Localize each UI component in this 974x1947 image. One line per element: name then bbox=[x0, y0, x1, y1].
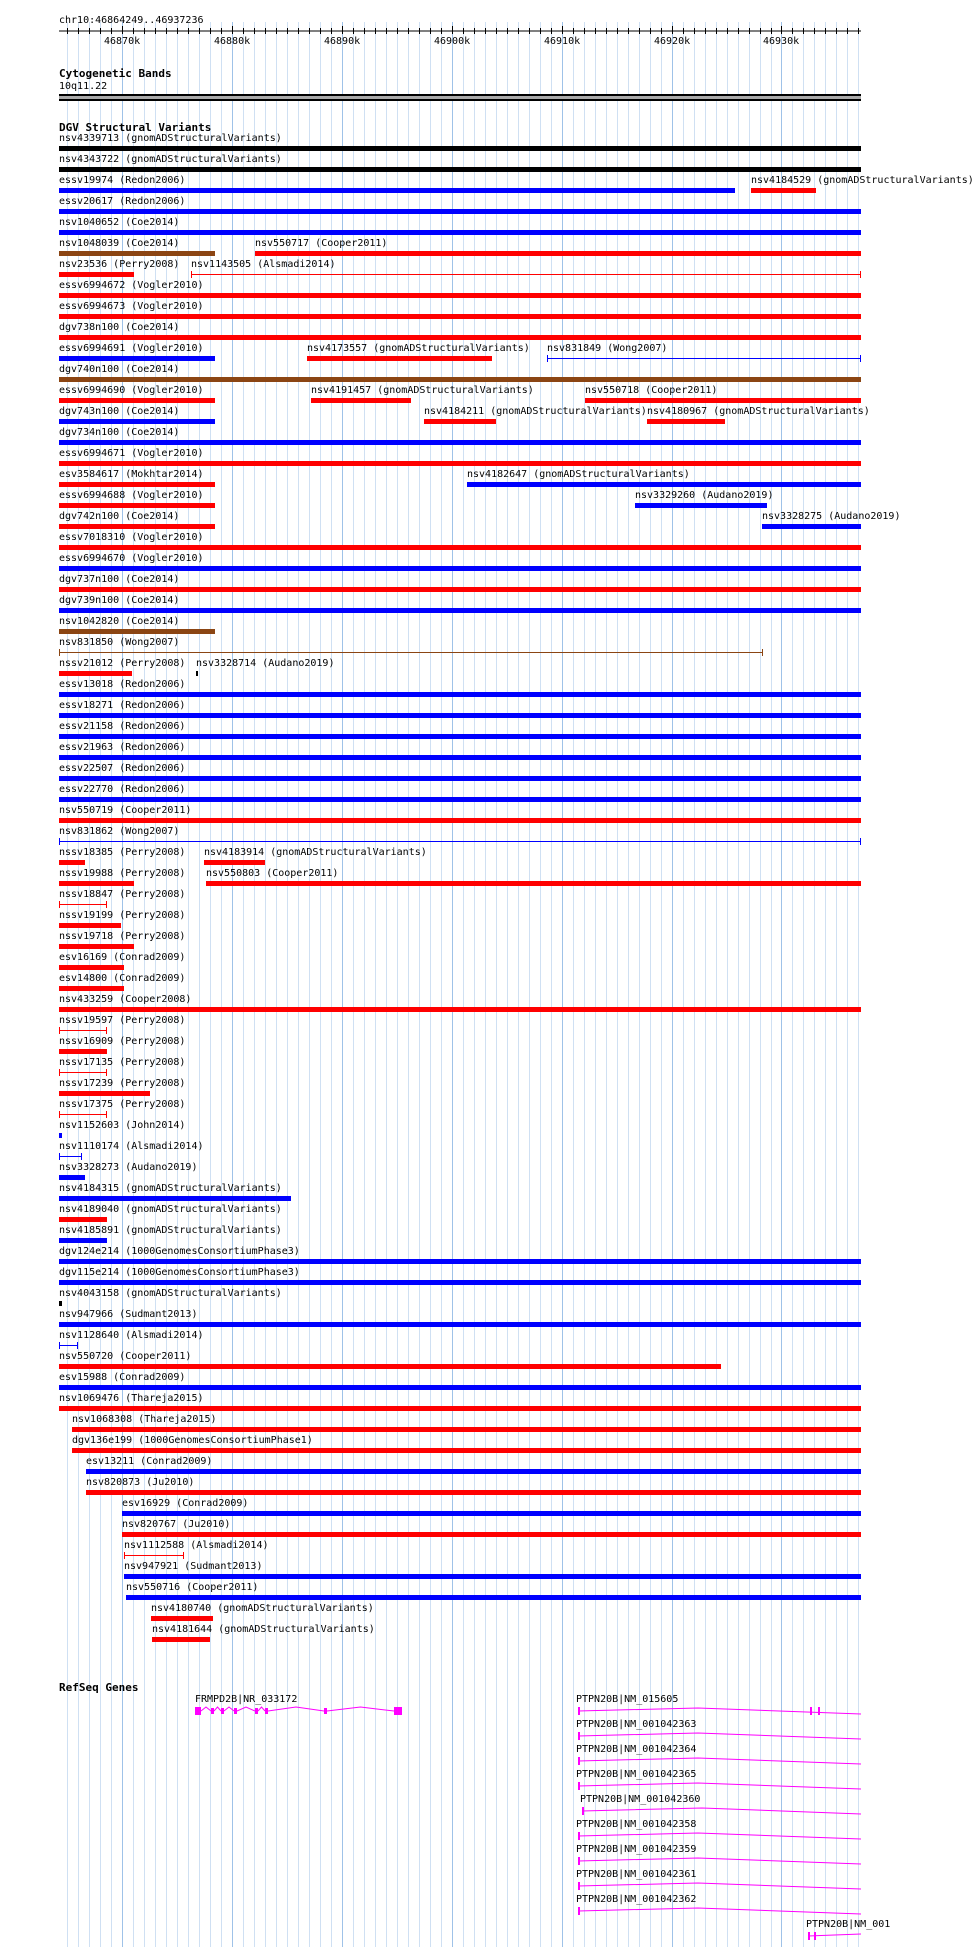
gene-exon[interactable] bbox=[818, 1707, 820, 1715]
gene-intron bbox=[578, 1858, 861, 1864]
variant-label[interactable]: essv6994690 (Vogler2010) bbox=[59, 385, 204, 396]
gene-exon[interactable] bbox=[221, 1708, 224, 1714]
variant-label[interactable]: esv14800 (Conrad2009) bbox=[59, 973, 186, 984]
gene-intron bbox=[578, 1833, 861, 1839]
variant-label[interactable]: nsv4180740 (gnomADStructuralVariants) bbox=[151, 1603, 374, 1614]
variant-label[interactable]: nsv1143505 (Alsmadi2014) bbox=[191, 259, 336, 270]
gene-label[interactable]: PTPN20B|NM_001042359 bbox=[576, 1844, 697, 1855]
gene-label[interactable]: PTPN20B|NM_001042361 bbox=[576, 1869, 697, 1880]
variant-label[interactable]: dgv737n100 (Coe2014) bbox=[59, 574, 180, 585]
ruler-tick-label: 46930k bbox=[763, 36, 800, 47]
gene-exon[interactable] bbox=[582, 1807, 584, 1815]
variant-label[interactable]: nsv550803 (Cooper2011) bbox=[206, 868, 339, 879]
variant-label[interactable]: nsv550716 (Cooper2011) bbox=[126, 1582, 259, 1593]
variant-label[interactable]: esv16169 (Conrad2009) bbox=[59, 952, 186, 963]
ruler-tick-label: 46920k bbox=[654, 36, 691, 47]
variant-label[interactable]: nsv23536 (Perry2008) bbox=[59, 259, 180, 270]
variant-label[interactable]: nsv4183914 (gnomADStructuralVariants) bbox=[204, 847, 427, 858]
variant-label[interactable]: nsv550719 (Cooper2011) bbox=[59, 805, 192, 816]
variant-label[interactable]: essv6994673 (Vogler2010) bbox=[59, 301, 204, 312]
variant-label[interactable]: nsv3329260 (Audano2019) bbox=[635, 490, 774, 501]
variant-label[interactable]: essv21963 (Redon2006) bbox=[59, 742, 186, 753]
variant-label[interactable]: essv22770 (Redon2006) bbox=[59, 784, 186, 795]
gene-exon[interactable] bbox=[211, 1708, 214, 1714]
variant-label[interactable]: nsv1040652 (Coe2014) bbox=[59, 217, 180, 228]
gene-intron bbox=[578, 1758, 861, 1764]
variant-label[interactable]: dgv734n100 (Coe2014) bbox=[59, 427, 180, 438]
variant-label[interactable]: nsv947966 (Sudmant2013) bbox=[59, 1309, 198, 1320]
variant-label[interactable]: essv7018310 (Vogler2010) bbox=[59, 532, 204, 543]
gene-intron bbox=[578, 1883, 861, 1889]
variant-label[interactable]: essv13018 (Redon2006) bbox=[59, 679, 186, 690]
variant-label[interactable]: nsv1112588 (Alsmadi2014) bbox=[124, 1540, 269, 1551]
gene-exon[interactable] bbox=[808, 1932, 810, 1940]
variant-label[interactable]: nsv1048039 (Coe2014) bbox=[59, 238, 180, 249]
variant-label[interactable]: nsv4173557 (gnomADStructuralVariants) bbox=[307, 343, 530, 354]
variant-label[interactable]: nssv19597 (Perry2008) bbox=[59, 1015, 186, 1026]
variant-label[interactable]: nsv4191457 (gnomADStructuralVariants) bbox=[311, 385, 534, 396]
variant-label[interactable]: nsv4181644 (gnomADStructuralVariants) bbox=[152, 1624, 375, 1635]
variant-label[interactable]: nssv17135 (Perry2008) bbox=[59, 1057, 186, 1068]
variant-label[interactable]: nsv4339713 (gnomADStructuralVariants) bbox=[59, 133, 282, 144]
variant-label[interactable]: dgv115e214 (1000GenomesConsortiumPhase3) bbox=[59, 1267, 300, 1278]
variant-label[interactable]: dgv742n100 (Coe2014) bbox=[59, 511, 180, 522]
variant-label[interactable]: nsv4182647 (gnomADStructuralVariants) bbox=[467, 469, 690, 480]
variant-label[interactable]: nsv4043158 (gnomADStructuralVariants) bbox=[59, 1288, 282, 1299]
variant-label[interactable]: nsv1042820 (Coe2014) bbox=[59, 616, 180, 627]
gene-exon[interactable] bbox=[255, 1708, 258, 1714]
variant-label[interactable]: nsv831862 (Wong2007) bbox=[59, 826, 180, 837]
variant-label[interactable]: nsv4185891 (gnomADStructuralVariants) bbox=[59, 1225, 282, 1236]
gene-exon[interactable] bbox=[578, 1732, 580, 1740]
variant-label[interactable]: nsv550720 (Cooper2011) bbox=[59, 1351, 192, 1362]
cytogenetic-bands-title: Cytogenetic Bands bbox=[59, 67, 172, 80]
gene-intron bbox=[582, 1808, 861, 1814]
variant-label[interactable]: nssv19988 (Perry2008) bbox=[59, 868, 186, 879]
variant-label[interactable]: dgv743n100 (Coe2014) bbox=[59, 406, 180, 417]
variant-label[interactable]: esv16929 (Conrad2009) bbox=[122, 1498, 249, 1509]
gene-exon[interactable] bbox=[578, 1782, 580, 1790]
variant-label[interactable]: nssv16909 (Perry2008) bbox=[59, 1036, 186, 1047]
gene-label[interactable]: PTPN20B|NM_001042363 bbox=[576, 1719, 697, 1730]
variant-label[interactable]: nsv831849 (Wong2007) bbox=[547, 343, 668, 354]
variant-label[interactable]: dgv136e199 (1000GenomesConsortiumPhase1) bbox=[72, 1435, 313, 1446]
variant-label[interactable]: essv19974 (Redon2006) bbox=[59, 175, 186, 186]
variant-label[interactable]: dgv739n100 (Coe2014) bbox=[59, 595, 180, 606]
gene-exon[interactable] bbox=[394, 1707, 402, 1715]
gene-exon[interactable] bbox=[265, 1708, 268, 1714]
variant-label[interactable]: nsv4343722 (gnomADStructuralVariants) bbox=[59, 154, 282, 165]
variant-label[interactable]: nsv1110174 (Alsmadi2014) bbox=[59, 1141, 204, 1152]
gene-label[interactable]: PTPN20B|NM_015605 bbox=[576, 1694, 679, 1705]
refseq-track-title: RefSeq Genes bbox=[59, 1681, 139, 1694]
variant-label[interactable]: essv21158 (Redon2006) bbox=[59, 721, 186, 732]
variant-label[interactable]: esv15988 (Conrad2009) bbox=[59, 1372, 186, 1383]
variant-label[interactable]: essv6994670 (Vogler2010) bbox=[59, 553, 204, 564]
gene-exon[interactable] bbox=[814, 1932, 816, 1940]
gene-exon[interactable] bbox=[578, 1757, 580, 1765]
variant-label[interactable]: nssv19718 (Perry2008) bbox=[59, 931, 186, 942]
gene-label[interactable]: PTPN20B|NM_001042365 bbox=[576, 1769, 697, 1780]
gene-exon[interactable] bbox=[578, 1707, 580, 1715]
variant-label[interactable]: dgv124e214 (1000GenomesConsortiumPhase3) bbox=[59, 1246, 300, 1257]
variant-label[interactable]: nsv4184211 (gnomADStructuralVariants) bbox=[424, 406, 647, 417]
variant-label[interactable]: dgv738n100 (Coe2014) bbox=[59, 322, 180, 333]
gene-label[interactable]: FRMPD2B|NR_033172 bbox=[195, 1694, 298, 1705]
variant-label[interactable]: nsv831850 (Wong2007) bbox=[59, 637, 180, 648]
variant-label[interactable]: essv6994688 (Vogler2010) bbox=[59, 490, 204, 501]
position-label: chr10:46864249..46937236 bbox=[59, 15, 204, 26]
variant-label[interactable]: nsv3328273 (Audano2019) bbox=[59, 1162, 198, 1173]
variant-label[interactable]: nsv3328714 (Audano2019) bbox=[196, 658, 335, 669]
variant-label[interactable]: essv6994671 (Vogler2010) bbox=[59, 448, 204, 459]
variant-label[interactable]: nssv19199 (Perry2008) bbox=[59, 910, 186, 921]
variant-label[interactable]: nsv947921 (Sudmant2013) bbox=[124, 1561, 263, 1572]
variant-label[interactable]: nsv550718 (Cooper2011) bbox=[585, 385, 718, 396]
gene-label[interactable]: PTPN20B|NM_001042364 bbox=[576, 1744, 697, 1755]
variant-label[interactable]: nssv17239 (Perry2008) bbox=[59, 1078, 186, 1089]
gene-intron bbox=[578, 1783, 861, 1789]
gene-exon[interactable] bbox=[810, 1707, 812, 1715]
variant-label[interactable]: nsv1152603 (John2014) bbox=[59, 1120, 186, 1131]
variant-label[interactable]: nsv1069476 (Thareja2015) bbox=[59, 1393, 204, 1404]
gene-label[interactable]: PTPN20B|NM_001042358 bbox=[576, 1819, 697, 1830]
cytoband-label[interactable]: 10q11.22 bbox=[59, 81, 108, 92]
gene-exon[interactable] bbox=[234, 1708, 237, 1714]
variant-label[interactable]: nsv1068308 (Thareja2015) bbox=[72, 1414, 217, 1425]
variant-label[interactable]: nssv17375 (Perry2008) bbox=[59, 1099, 186, 1110]
variant-label[interactable]: essv6994672 (Vogler2010) bbox=[59, 280, 204, 291]
variant-label[interactable]: nsv1128640 (Alsmadi2014) bbox=[59, 1330, 204, 1341]
variant-label[interactable]: nssv21012 (Perry2008) bbox=[59, 658, 186, 669]
variant-label[interactable]: nssv18847 (Perry2008) bbox=[59, 889, 186, 900]
gene-label[interactable]: PTPN20B|NM_001042362 bbox=[576, 1894, 697, 1905]
variant-label[interactable]: esv3584617 (Mokhtar2014) bbox=[59, 469, 204, 480]
variant-label[interactable]: nsv4180967 (gnomADStructuralVariants) bbox=[647, 406, 870, 417]
variant-label[interactable]: nssv18385 (Perry2008) bbox=[59, 847, 186, 858]
ruler-tick-label: 46880k bbox=[214, 36, 251, 47]
ruler-tick-label: 46900k bbox=[434, 36, 471, 47]
gene-intron bbox=[201, 1707, 394, 1711]
gene-exon[interactable] bbox=[578, 1882, 580, 1890]
ruler-tick-label: 46870k bbox=[104, 36, 141, 47]
variant-label[interactable]: essv22507 (Redon2006) bbox=[59, 763, 186, 774]
dgv-track-title: DGV Structural Variants bbox=[59, 121, 212, 134]
variant-label[interactable]: essv20617 (Redon2006) bbox=[59, 196, 186, 207]
variant-label[interactable]: nsv3328275 (Audano2019) bbox=[762, 511, 901, 522]
variant-label[interactable]: nsv4184529 (gnomADStructuralVariants) bbox=[751, 175, 974, 186]
gene-exon[interactable] bbox=[578, 1832, 580, 1840]
gene-exon[interactable] bbox=[578, 1907, 580, 1915]
variant-label[interactable]: nsv4189040 (gnomADStructuralVariants) bbox=[59, 1204, 282, 1215]
variant-label[interactable]: nsv550717 (Cooper2011) bbox=[255, 238, 388, 249]
gene-label[interactable]: PTPN20B|NM_001042360 bbox=[580, 1794, 701, 1805]
gene-label[interactable]: PTPN20B|NM_001 bbox=[806, 1919, 891, 1930]
variant-label[interactable]: nsv820767 (Ju2010) bbox=[122, 1519, 231, 1530]
gene-exon[interactable] bbox=[195, 1707, 201, 1715]
variant-label[interactable]: nsv433259 (Cooper2008) bbox=[59, 994, 192, 1005]
variant-label[interactable]: nsv4184315 (gnomADStructuralVariants) bbox=[59, 1183, 282, 1194]
variant-label[interactable]: nsv820873 (Ju2010) bbox=[86, 1477, 195, 1488]
gene-intron bbox=[578, 1908, 861, 1914]
ruler-tick-label: 46890k bbox=[324, 36, 361, 47]
gene-intron bbox=[578, 1733, 861, 1739]
gene-exon[interactable] bbox=[324, 1708, 327, 1714]
variant-label[interactable]: esv13211 (Conrad2009) bbox=[86, 1456, 213, 1467]
gene-exon[interactable] bbox=[578, 1857, 580, 1865]
variant-label[interactable]: essv6994691 (Vogler2010) bbox=[59, 343, 204, 354]
ruler-tick-label: 46910k bbox=[544, 36, 581, 47]
variant-label[interactable]: dgv740n100 (Coe2014) bbox=[59, 364, 180, 375]
variant-label[interactable]: essv18271 (Redon2006) bbox=[59, 700, 186, 711]
